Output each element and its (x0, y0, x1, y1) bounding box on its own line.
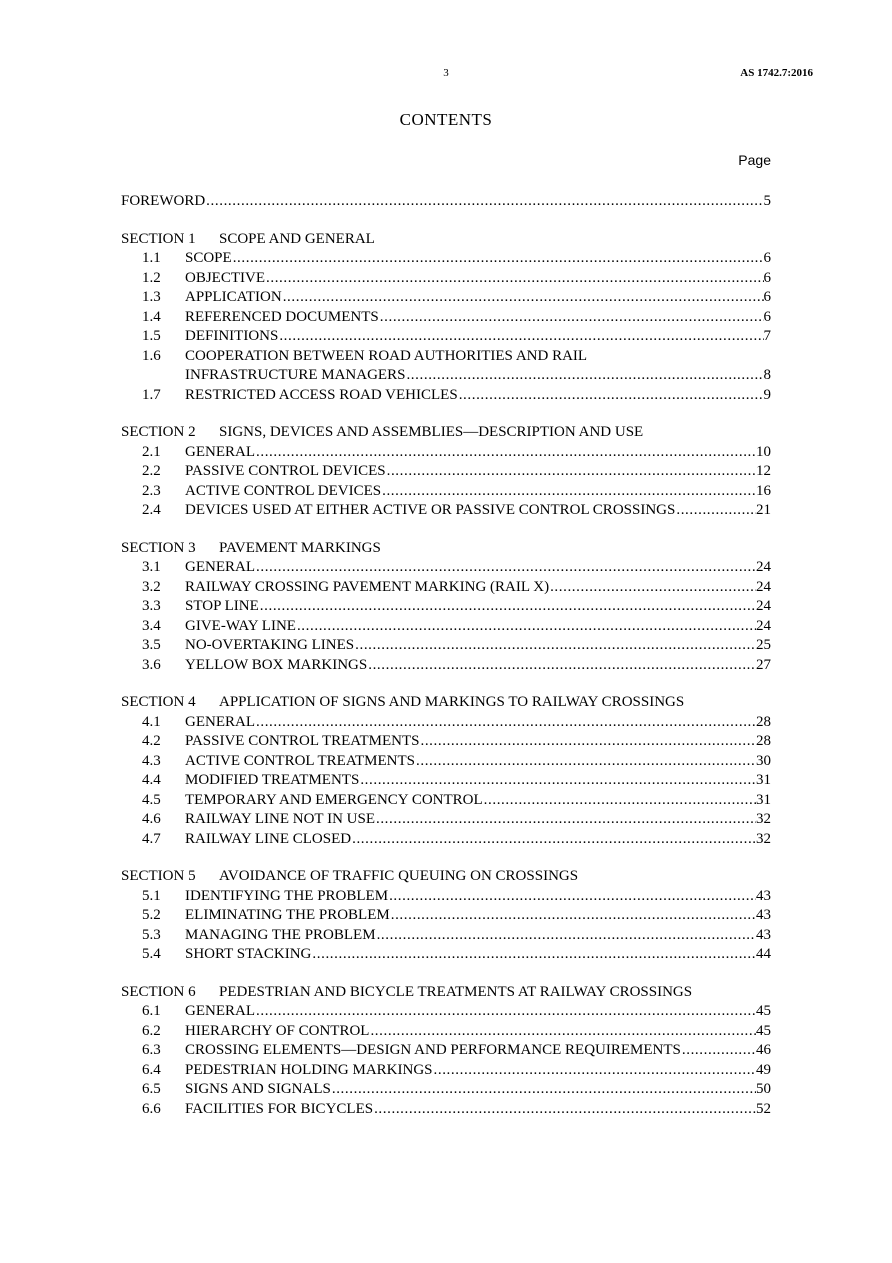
entry-number: 5.4 (142, 946, 161, 962)
dot-leader (331, 1080, 756, 1100)
dot-leader (255, 558, 756, 578)
entry-title-wrap (185, 269, 764, 289)
entry-number: 4.4 (142, 772, 161, 788)
toc-entry[interactable] (121, 558, 771, 578)
contents-title: CONTENTS (399, 110, 493, 129)
toc-entry[interactable] (121, 771, 771, 791)
entry-title-wrap (185, 732, 756, 752)
entry-page: 24 (756, 559, 771, 575)
toc-entry[interactable] (121, 732, 771, 752)
sections-container (121, 230, 771, 1120)
dot-leader (405, 366, 763, 386)
toc-entry[interactable] (121, 1061, 771, 1081)
toc-entry[interactable] (121, 386, 771, 406)
toc-entry[interactable] (121, 327, 771, 347)
entry-title: GENERAL (185, 1003, 255, 1019)
section-title: PEDESTRIAN AND BICYCLE TREATMENTS AT RAILWAY CROSSINGS (219, 983, 693, 1000)
entry-page: 16 (756, 482, 771, 499)
dot-leader (359, 771, 756, 791)
toc-entry[interactable] (121, 1041, 771, 1061)
entry-number: 6.5 (142, 1081, 161, 1097)
document-code: AS 1742.7:2016 (740, 67, 813, 79)
entry-number: 6.6 (142, 1100, 161, 1117)
entry-number: 2.4 (142, 502, 161, 518)
entry-number: 3.1 (142, 559, 161, 575)
entry-title-wrap (185, 810, 756, 830)
toc-entry[interactable] (121, 887, 771, 907)
entry-title-wrap (185, 1041, 756, 1061)
section-label: SECTION 6 (121, 983, 196, 1000)
entry-title: GENERAL (185, 559, 255, 575)
entry-title: YELLOW BOX MARKINGS (185, 656, 368, 673)
dot-leader (259, 597, 756, 617)
entry-number: 3.5 (142, 637, 161, 653)
entry-title-wrap (185, 887, 756, 907)
dot-leader (354, 636, 756, 656)
dot-leader (369, 1022, 756, 1042)
entry-page: 10 (756, 443, 771, 460)
entry-title: RAILWAY LINE CLOSED (185, 830, 352, 847)
dot-leader (433, 1061, 757, 1081)
dot-leader (367, 656, 756, 676)
dot-leader (419, 732, 756, 752)
entry-title-wrap (185, 713, 756, 733)
toc-entry[interactable] (121, 1080, 771, 1100)
entry-page: 6 (763, 308, 771, 325)
section-heading[interactable] (121, 230, 771, 250)
section-heading[interactable] (121, 539, 771, 559)
entry-number: 3.4 (142, 617, 161, 634)
entry-page: 28 (756, 713, 771, 730)
entry-number: 4.5 (142, 791, 161, 808)
toc-entry-foreword[interactable] (121, 192, 771, 212)
toc-entry[interactable] (121, 713, 771, 733)
toc-entry[interactable] (121, 366, 771, 386)
dot-leader (296, 617, 756, 637)
entry-number: 4.6 (142, 811, 161, 827)
entry-title: ACTIVE CONTROL DEVICES (185, 482, 382, 499)
dot-leader (373, 1100, 756, 1120)
dot-leader (232, 249, 764, 269)
entry-number: 1.1 (142, 250, 161, 266)
entry-page: 45 (756, 1003, 771, 1019)
entry-title-wrap (185, 752, 756, 772)
toc-entry[interactable] (121, 482, 771, 502)
entry-number: 4.2 (142, 733, 161, 749)
section-label: SECTION 2 (121, 424, 196, 440)
entry-title: IDENTIFYING THE PROBLEM (185, 887, 389, 904)
toc-entry[interactable] (121, 597, 771, 617)
entry-title-wrap (185, 926, 756, 946)
entry-title: NO-OVERTAKING LINES (185, 637, 355, 653)
toc-entry[interactable] (121, 462, 771, 482)
toc-entry[interactable] (121, 656, 771, 676)
dot-leader (265, 269, 764, 289)
entry-title-wrap (185, 1002, 756, 1022)
dot-leader (458, 386, 764, 406)
dot-leader (278, 327, 763, 347)
entry-page: 31 (756, 772, 771, 788)
entry-title-wrap (185, 1022, 756, 1042)
dot-leader (376, 926, 756, 946)
entry-title-wrap (185, 945, 756, 965)
entry-number: 2.3 (142, 482, 161, 499)
entry-number: 5.1 (142, 887, 161, 904)
toc-entry[interactable] (121, 636, 771, 656)
toc-entry[interactable] (121, 308, 771, 328)
entry-title-wrap (185, 906, 756, 926)
entry-number: 6.3 (142, 1042, 161, 1058)
entry-title: PASSIVE CONTROL TREATMENTS (185, 733, 420, 749)
entry-title: SHORT STACKING (185, 946, 312, 962)
dot-leader (375, 810, 756, 830)
toc-entry[interactable] (121, 249, 771, 269)
entry-page: 8 (763, 367, 771, 383)
entry-page: 12 (756, 463, 771, 479)
entry-number: 4.7 (142, 830, 161, 847)
entry-page: 43 (756, 887, 771, 904)
entry-title: ELIMINATING THE PROBLEM (185, 907, 390, 923)
entry-title-wrap (185, 1080, 756, 1100)
entry-page: 31 (756, 791, 771, 808)
entry-title: RAILWAY CROSSING PAVEMENT MARKING (RAIL X) (185, 578, 550, 595)
entry-title: MODIFIED TREATMENTS (185, 772, 360, 788)
entry-title: RAILWAY LINE NOT IN USE (185, 811, 375, 827)
table-of-contents (121, 192, 771, 1119)
entry-number: 1.5 (142, 328, 161, 344)
entry-page: 5 (763, 193, 771, 209)
entry-page: 21 (756, 502, 771, 518)
toc-entry[interactable] (121, 791, 771, 811)
entry-number: 4.1 (142, 713, 161, 730)
entry-number: 1.7 (142, 386, 161, 403)
toc-entry[interactable] (121, 906, 771, 926)
entry-title-wrap (185, 597, 756, 617)
section-title: APPLICATION OF SIGNS AND MARKINGS TO RAILWAY CROSSINGS (219, 694, 685, 710)
entry-page: 44 (756, 946, 771, 962)
toc-entry[interactable] (121, 501, 771, 521)
toc-entry[interactable] (121, 830, 771, 850)
section-heading[interactable] (121, 423, 771, 443)
entry-number: 2.1 (142, 443, 161, 460)
entry-title-wrap (185, 308, 764, 328)
entry-title: MANAGING THE PROBLEM (185, 926, 376, 943)
entry-page: 24 (756, 578, 771, 595)
section-heading[interactable] (121, 867, 771, 887)
section-label: SECTION 3 (121, 539, 196, 556)
entry-title: PEDESTRIAN HOLDING MARKINGS (185, 1061, 433, 1078)
entry-title-wrap (185, 443, 756, 463)
toc-entry[interactable] (121, 810, 771, 830)
section-heading[interactable] (121, 693, 771, 713)
entry-title: APPLICATION (185, 289, 282, 305)
toc-entry[interactable] (121, 752, 771, 772)
dot-leader (483, 791, 756, 811)
entry-title: REFERENCED DOCUMENTS (185, 308, 379, 325)
entry-title-wrap (185, 386, 764, 406)
entry-number: 2.2 (142, 463, 161, 479)
entry-page: 6 (763, 250, 771, 266)
toc-entry[interactable] (121, 443, 771, 463)
entry-title-wrap (185, 327, 764, 347)
entry-title-wrap (185, 636, 756, 656)
section-label: SECTION 1 (121, 230, 196, 247)
dot-leader (311, 945, 756, 965)
entry-title-wrap (185, 366, 764, 386)
entry-page: 6 (763, 289, 771, 305)
dot-leader (386, 462, 756, 482)
entry-title-wrap (185, 1061, 756, 1081)
entry-page: 24 (756, 598, 771, 614)
dot-leader (549, 578, 756, 598)
entry-title-wrap (185, 617, 756, 637)
section-title: AVOIDANCE OF TRAFFIC QUEUING ON CROSSINGS (219, 868, 579, 884)
entry-title-wrap (185, 791, 756, 811)
entry-page: 25 (756, 637, 771, 653)
page-number: 3 (443, 67, 449, 79)
entry-number: 1.3 (142, 289, 161, 305)
toc-entry[interactable] (121, 578, 771, 598)
entry-number: 6.4 (142, 1061, 161, 1078)
entry-page: 52 (756, 1100, 771, 1117)
dot-leader (415, 752, 756, 772)
entry-page: 43 (756, 926, 771, 943)
entry-page: 28 (756, 733, 771, 749)
entry-title: TEMPORARY AND EMERGENCY CONTROL (185, 791, 483, 808)
entry-title: FOREWORD (121, 193, 206, 209)
dot-leader (388, 887, 756, 907)
toc-entry[interactable] (121, 288, 771, 308)
entry-title: PASSIVE CONTROL DEVICES (185, 463, 386, 479)
section-title: SCOPE AND GENERAL (219, 230, 375, 247)
entry-number: 1.2 (142, 269, 161, 286)
entry-title-wrap (185, 501, 756, 521)
entry-title: DEVICES USED AT EITHER ACTIVE OR PASSIVE CONTROL CROSSINGS (185, 502, 676, 518)
entry-number: 6.1 (142, 1003, 161, 1019)
entry-page: 32 (756, 811, 771, 827)
entry-page: 6 (763, 269, 771, 286)
entry-page: 50 (756, 1081, 771, 1097)
section-title: PAVEMENT MARKINGS (219, 539, 381, 556)
dot-leader (205, 192, 763, 212)
entry-page: 27 (756, 656, 771, 673)
dot-leader (255, 443, 756, 463)
entry-number: 3.3 (142, 598, 161, 614)
entry-title-wrap (185, 771, 756, 791)
entry-title: DEFINITIONS (185, 328, 279, 344)
dot-leader (282, 288, 764, 308)
entry-title: ACTIVE CONTROL TREATMENTS (185, 752, 415, 769)
entry-number: 1.4 (142, 308, 161, 325)
toc-entry[interactable] (121, 1022, 771, 1042)
entry-number: 1.6 (142, 347, 161, 364)
dot-leader (379, 308, 764, 328)
toc-entry[interactable] (121, 617, 771, 637)
entry-page: 30 (756, 752, 771, 769)
section-heading[interactable] (121, 983, 771, 1003)
entry-page: 45 (756, 1022, 771, 1039)
entry-page: 24 (756, 617, 771, 634)
entry-title-wrap (185, 462, 756, 482)
toc-entry[interactable] (121, 945, 771, 965)
entry-title-wrap (185, 249, 764, 269)
entry-title-wrap (121, 192, 764, 212)
toc-entry[interactable] (121, 269, 771, 289)
toc-entry-first-line[interactable] (121, 347, 771, 367)
entry-number: 4.3 (142, 752, 161, 769)
entry-number: 5.2 (142, 907, 161, 923)
entry-title: GENERAL (185, 443, 255, 460)
entry-title-wrap (185, 558, 756, 578)
dot-leader (255, 713, 756, 733)
entry-title: RESTRICTED ACCESS ROAD VEHICLES (185, 386, 458, 403)
entry-page: 43 (756, 907, 771, 923)
page-column-label: Page (738, 152, 771, 168)
entry-number: 5.3 (142, 926, 161, 943)
dot-leader (255, 1002, 756, 1022)
entry-page: 49 (756, 1061, 771, 1078)
entry-title-wrap (185, 656, 756, 676)
entry-title-wrap (185, 578, 756, 598)
section-title: SIGNS, DEVICES AND ASSEMBLIES—DESCRIPTION AND USE (219, 424, 644, 440)
entry-title-wrap (185, 830, 756, 850)
entry-title: SCOPE (185, 250, 232, 266)
dot-leader (681, 1041, 756, 1061)
entry-title-wrap (185, 288, 764, 308)
entry-title: HIERARCHY OF CONTROL (185, 1022, 370, 1039)
entry-title: FACILITIES FOR BICYCLES (185, 1100, 374, 1117)
entry-number: 3.6 (142, 656, 161, 673)
entry-page: 46 (756, 1042, 771, 1058)
entry-title: GIVE-WAY LINE (185, 617, 296, 634)
entry-title-wrap (185, 1100, 756, 1120)
toc-entry[interactable] (121, 1100, 771, 1120)
entry-title: GENERAL (185, 713, 255, 730)
entry-number: 3.2 (142, 578, 161, 595)
dot-leader (381, 482, 756, 502)
section-label: SECTION 4 (121, 694, 196, 710)
entry-title: STOP LINE (185, 598, 259, 614)
entry-page: 9 (763, 386, 771, 403)
section-label: SECTION 5 (121, 868, 196, 884)
dot-leader (351, 830, 756, 850)
toc-entry[interactable] (121, 926, 771, 946)
dot-leader (675, 501, 756, 521)
entry-title: SIGNS AND SIGNALS (185, 1081, 331, 1097)
dot-leader (390, 906, 756, 926)
entry-title: CROSSING ELEMENTS—DESIGN AND PERFORMANCE REQUIREMENTS (185, 1042, 681, 1058)
entry-title: OBJECTIVE (185, 269, 265, 286)
entry-page: 32 (756, 830, 771, 847)
entry-title-line1: COOPERATION BETWEEN ROAD AUTHORITIES AND RAIL (185, 347, 588, 364)
entry-title: INFRASTRUCTURE MANAGERS (185, 367, 406, 383)
entry-page: 7 (763, 328, 771, 344)
entry-title-wrap (185, 482, 756, 502)
toc-entry[interactable] (121, 1002, 771, 1022)
entry-number: 6.2 (142, 1022, 161, 1039)
